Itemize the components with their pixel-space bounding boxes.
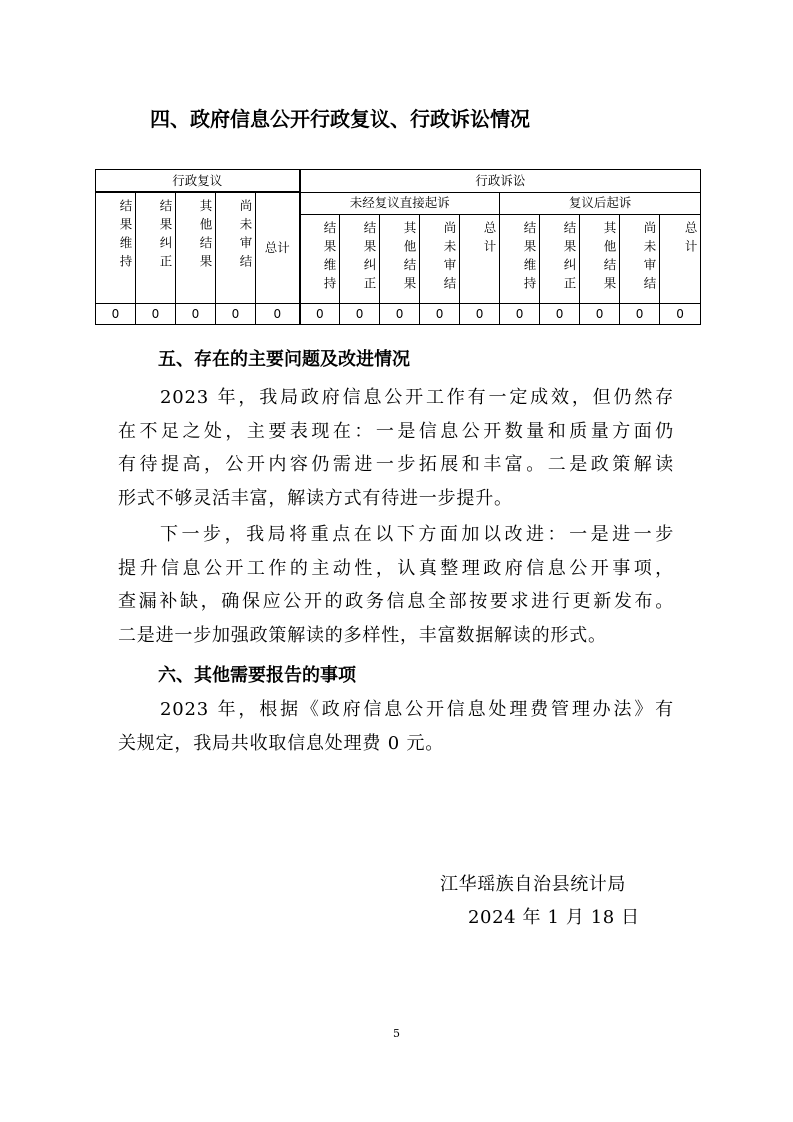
header-litigation: 行政诉讼	[300, 170, 701, 193]
col-review-other: 其他结果	[176, 192, 216, 303]
text-line: 2023 年，我局政府信息公开工作有一定成效，但仍然存	[160, 387, 674, 408]
section5-paragraph-1	[118, 381, 674, 515]
header-direct-suit: 未经复议直接起诉	[300, 192, 500, 214]
col-review-corrected: 结果纠正	[136, 192, 176, 303]
signature-org: 江华瑶族自治县统计局	[440, 874, 626, 895]
value-cell: 0	[420, 303, 460, 324]
section6-title: 六、其他需要报告的事项	[158, 665, 356, 686]
text-line: 有待提高，公开内容仍需进一步拓展和丰富。二是政策解读	[118, 454, 674, 475]
review-litigation-table	[95, 169, 701, 325]
text-line: 形式不够灵活丰富，解读方式有待进一步提升。	[118, 487, 513, 509]
page-number: 5	[393, 1027, 400, 1040]
col-review-upheld: 结果维持	[96, 192, 136, 303]
value-cell: 0	[500, 303, 540, 324]
value-cell: 0	[460, 303, 500, 324]
col-after-pending: 尚未审结	[620, 214, 660, 303]
section5-paragraph-2	[118, 518, 674, 652]
text-line: 提升信息公开工作的主动性，认真整理政府信息公开事项，	[118, 557, 674, 579]
col-review-pending: 尚未审结	[216, 192, 256, 303]
value-cell: 0	[580, 303, 620, 324]
section6-paragraph	[118, 693, 674, 760]
value-cell: 0	[620, 303, 660, 324]
col-direct-other: 其他结果	[380, 214, 420, 303]
section5-title: 五、存在的主要问题及改进情况	[158, 349, 410, 370]
header-admin-review: 行政复议	[96, 170, 300, 193]
col-direct-upheld: 结果维持	[300, 214, 340, 303]
col-after-total: 总计	[660, 214, 701, 303]
signature-date: 2024 年 1 月 18 日	[468, 907, 640, 928]
value-cell: 0	[340, 303, 380, 324]
value-cell: 0	[660, 303, 701, 324]
value-cell: 0	[300, 303, 340, 324]
text-line: 二是进一步加强政策解读的多样性，丰富数据解读的形式。	[118, 624, 607, 646]
section4-title: 四、政府信息公开行政复议、行政诉讼情况	[150, 107, 530, 131]
col-direct-total: 总计	[460, 214, 500, 303]
value-cell: 0	[380, 303, 420, 324]
col-direct-pending: 尚未审结	[420, 214, 460, 303]
text-line: 2023 年，根据《政府信息公开信息处理费管理办法》有	[160, 699, 674, 720]
text-line: 下一步，我局将重点在以下方面加以改进：一是进一步	[160, 524, 674, 545]
value-cell: 0	[96, 303, 136, 324]
col-after-upheld: 结果维持	[500, 214, 540, 303]
text-line: 查漏补缺，确保应公开的政务信息全部按要求进行更新发布。	[118, 591, 674, 612]
value-cell: 0	[176, 303, 216, 324]
value-cell: 0	[540, 303, 580, 324]
header-after-review: 复议后起诉	[500, 192, 701, 214]
text-line: 关规定，我局共收取信息处理费 0 元。	[118, 732, 445, 754]
col-after-other: 其他结果	[580, 214, 620, 303]
col-after-corrected: 结果纠正	[540, 214, 580, 303]
value-cell: 0	[256, 303, 300, 324]
value-cell: 0	[216, 303, 256, 324]
text-line: 在不足之处，主要表现在：一是信息公开数量和质量方面仍	[118, 420, 674, 442]
value-cell: 0	[136, 303, 176, 324]
col-direct-corrected: 结果纠正	[340, 214, 380, 303]
col-review-total: 总计	[256, 192, 300, 303]
